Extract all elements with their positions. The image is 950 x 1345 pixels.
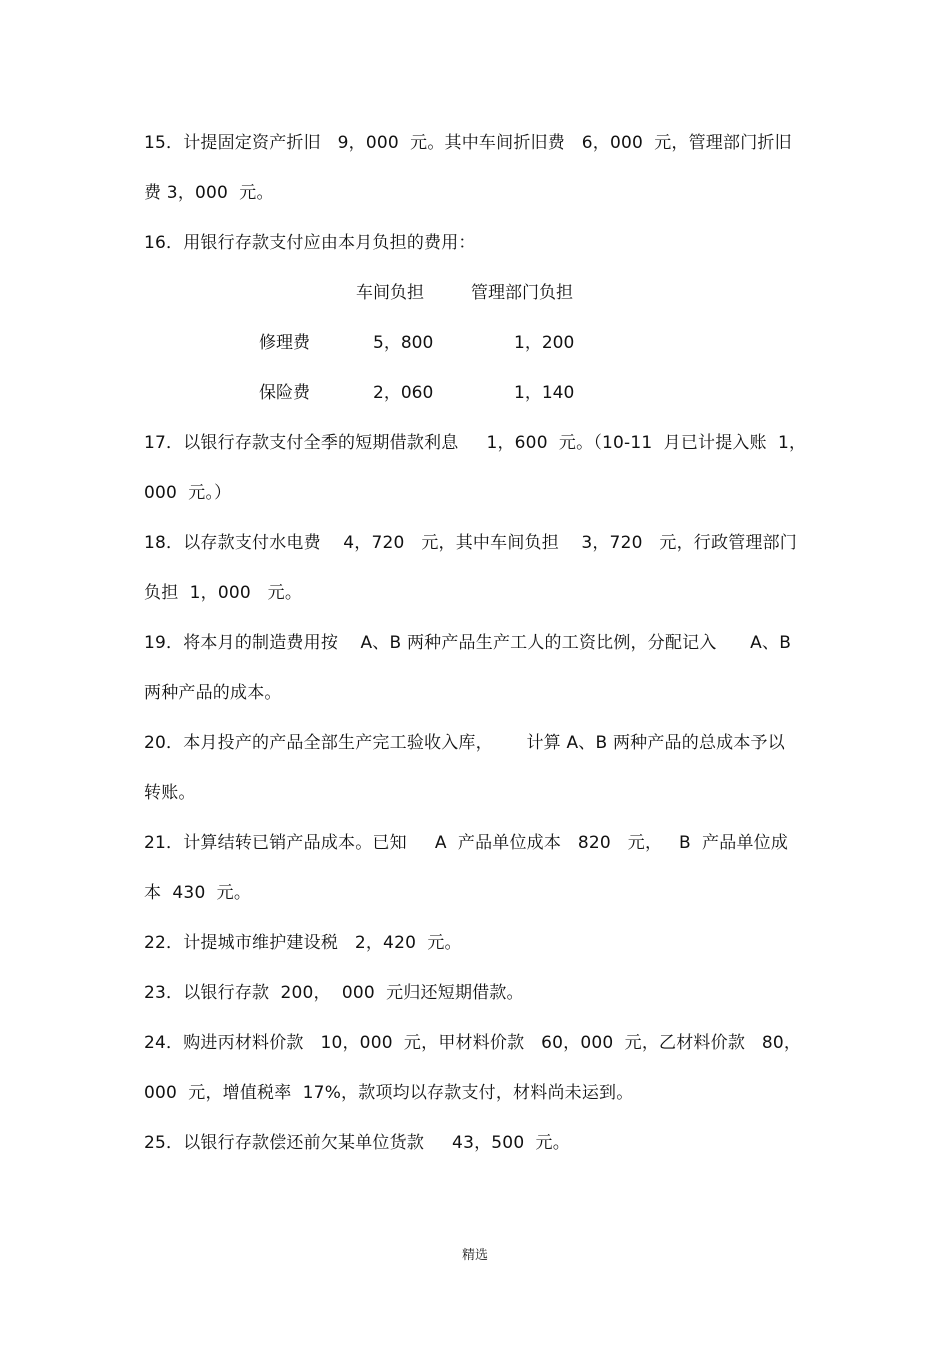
item-15-line-2: 费 3，000 元。	[144, 183, 274, 203]
item-20-line-1: 20．本月投产的产品全部生产完工验收入库， 计算 A、B 两种产品的总成本予以	[144, 733, 785, 753]
row-insurance-label: 保险费	[259, 383, 310, 403]
item-21-line-2: 本 430 元。	[144, 883, 252, 903]
row-insurance-management: 1，140	[514, 383, 575, 403]
item-22-line-1: 22．计提城市维护建设税 2，420 元。	[144, 933, 462, 953]
row-repair-management: 1，200	[514, 333, 575, 353]
item-21-line-1: 21．计算结转已销产品成本。已知 A 产品单位成本 820 元， B 产品单位成	[144, 833, 789, 853]
item-25-line-1: 25．以银行存款偿还前欠某单位货款 43，500 元。	[144, 1133, 570, 1153]
item-19-line-2: 两种产品的成本。	[144, 683, 282, 703]
row-repair-label: 修理费	[259, 333, 310, 353]
item-24-line-2: 000 元，增值税率 17%，款项均以存款支付，材料尚未运到。	[144, 1083, 634, 1103]
item-17-line-2: 000 元。）	[144, 483, 232, 503]
item-23-line-1: 23．以银行存款 200， 000 元归还短期借款。	[144, 983, 524, 1003]
item-19-line-1: 19．将本月的制造费用按 A、B 两种产品生产工人的工资比例，分配记入 A、B	[144, 633, 792, 653]
item-24-line-1: 24．购进丙材料价款 10，000 元，甲材料价款 60，000 元，乙材料价款 80，	[144, 1033, 802, 1053]
header-management: 管理部门负担	[471, 283, 573, 303]
item-18-line-1: 18．以存款支付水电费 4，720 元，其中车间负担 3，720 元，行政管理部门	[144, 533, 798, 553]
item-18-line-2: 负担 1，000 元。	[144, 583, 303, 603]
header-workshop: 车间负担	[356, 283, 424, 303]
item-16-line-1: 16．用银行存款支付应由本月负担的费用：	[144, 233, 476, 253]
row-repair-workshop: 5，800	[373, 333, 434, 353]
page-footer: 精选	[461, 1248, 488, 1263]
row-insurance-workshop: 2，060	[373, 383, 434, 403]
item-17-line-1: 17．以银行存款支付全季的短期借款利息 1，600 元。（10-11 月已计提入账 1，	[144, 433, 807, 453]
item-15-line-1: 15．计提固定资产折旧 9，000 元。其中车间折旧费 6，000 元，管理部门折旧	[144, 133, 792, 153]
item-20-line-2: 转账。	[144, 783, 196, 803]
